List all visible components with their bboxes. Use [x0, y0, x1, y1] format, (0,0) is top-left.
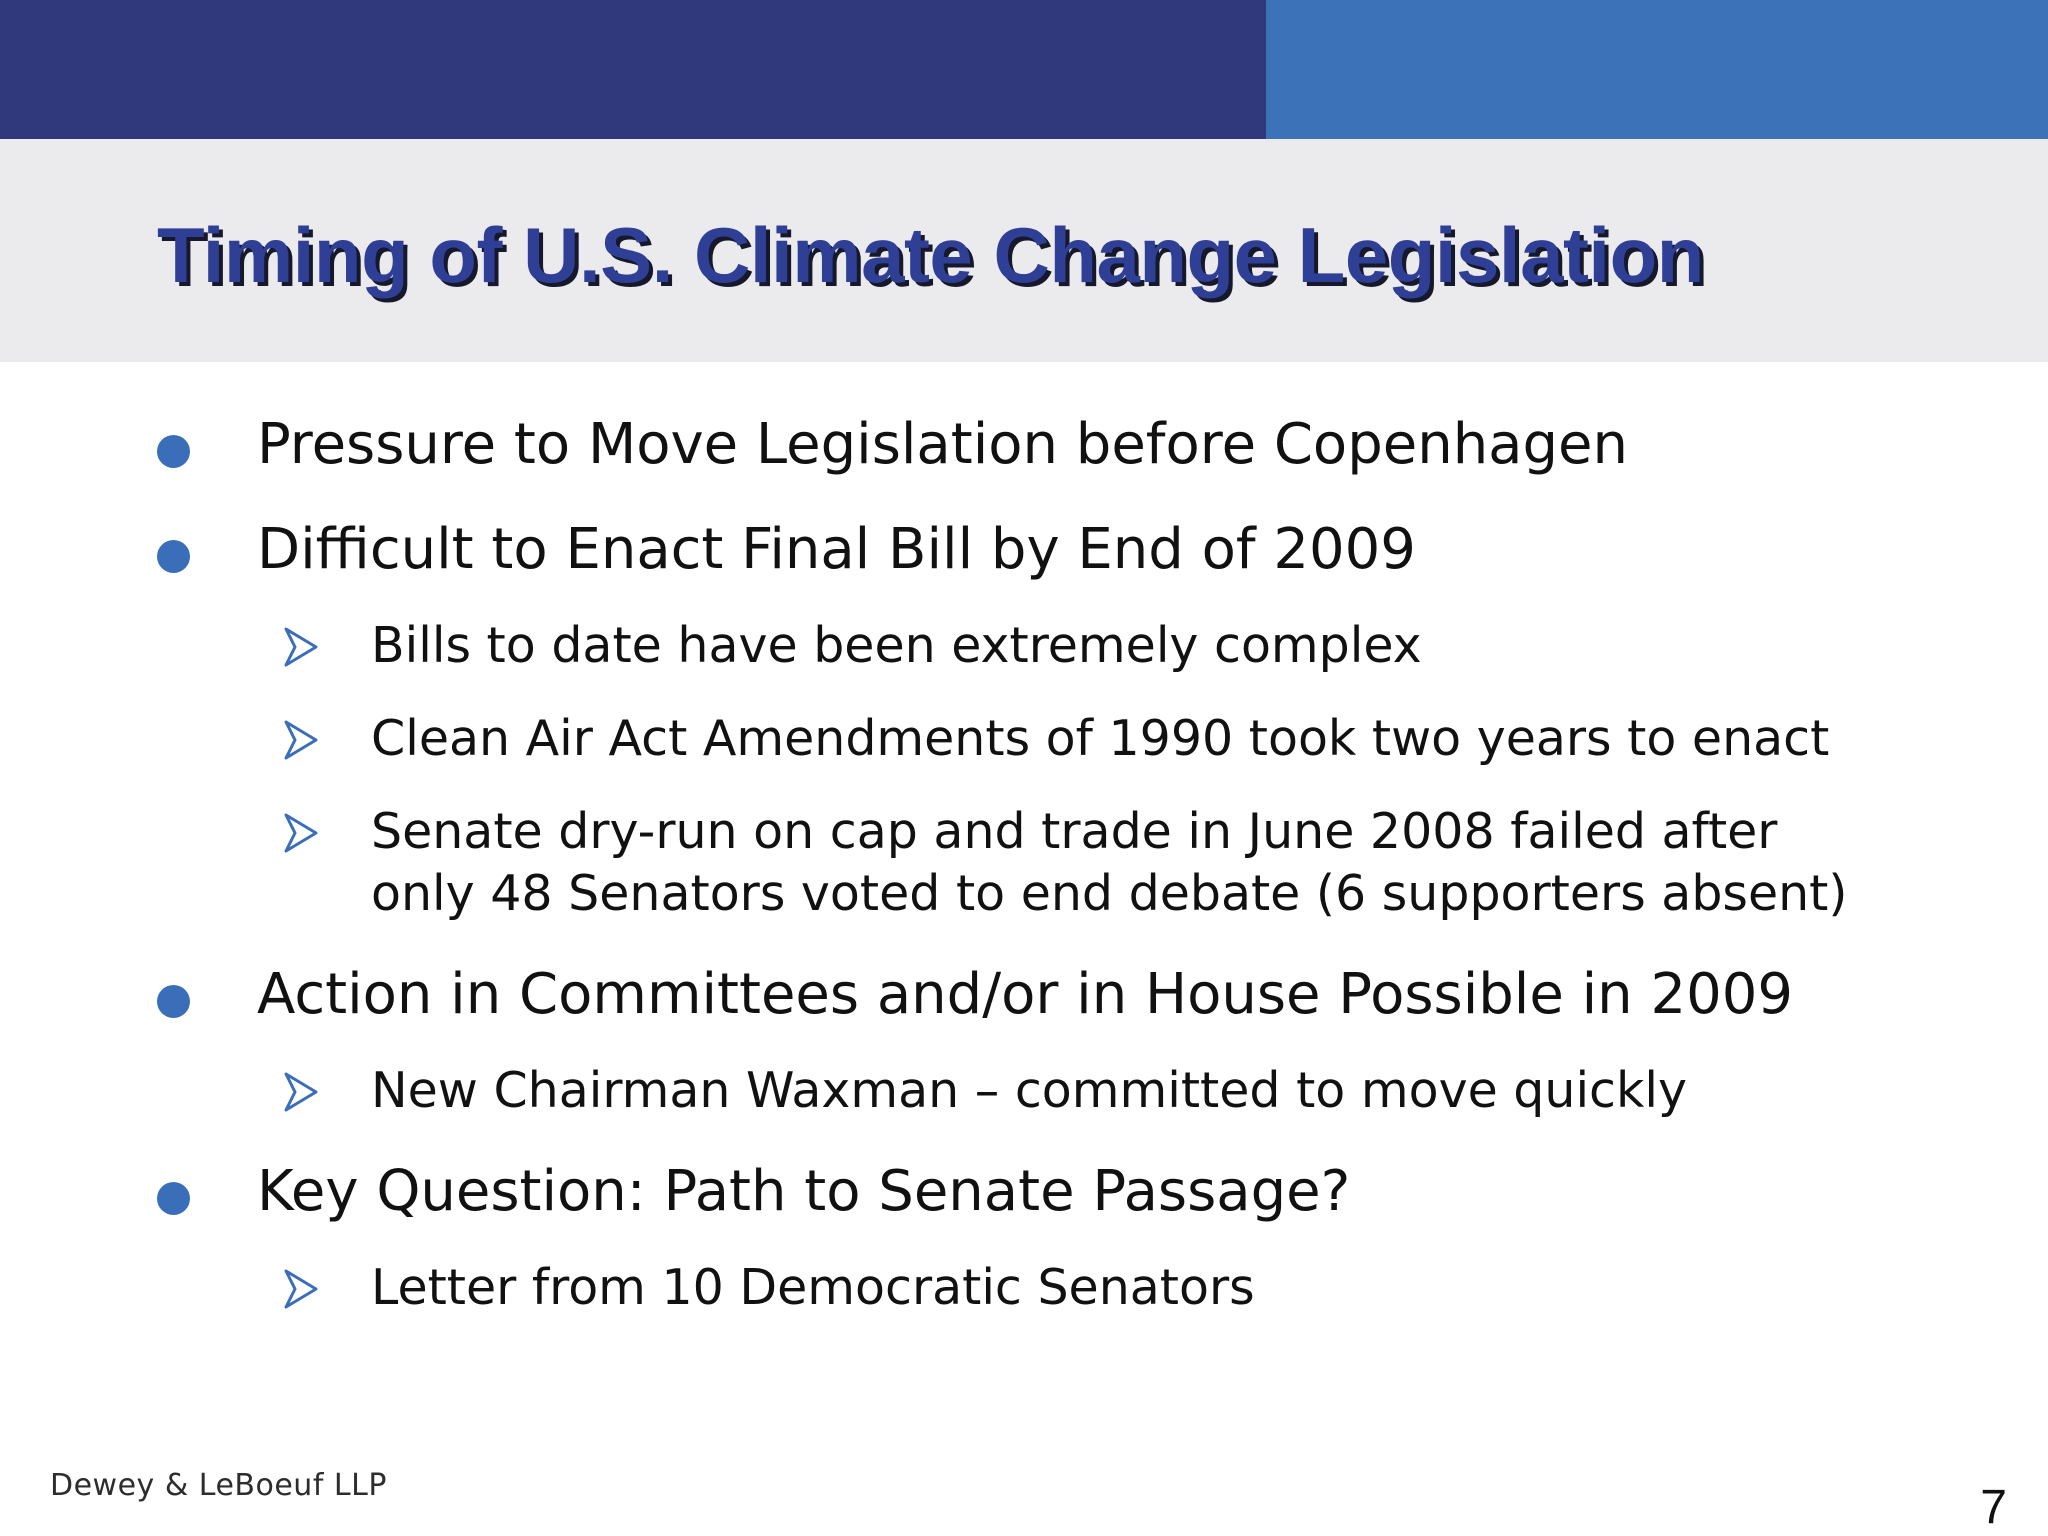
- arrow-bullet-icon: [284, 813, 318, 853]
- bullet-text: Action in Committees and/or in House Possible in 2009: [257, 962, 1793, 1027]
- sub-bullet-text-continued: only 48 Senators voted to end debate (6 supporters absent): [371, 865, 1848, 922]
- arrow-bullet-icon: [284, 720, 318, 760]
- sub-bullet-text: Bills to date have been extremely complex: [371, 617, 1422, 674]
- sub-bullet-text: Letter from 10 Democratic Senators: [371, 1259, 1255, 1316]
- bullet-dot-icon: [157, 435, 190, 468]
- bullet-text: Pressure to Move Legislation before Copenhagen: [257, 412, 1628, 477]
- slide-title: Timing of U.S. Climate Change Legislation: [157, 211, 1704, 299]
- bullet-text: Difficult to Enact Final Bill by End of 2009: [257, 517, 1416, 582]
- arrow-bullet-icon: [284, 1072, 318, 1112]
- top-bar-left: [0, 0, 1266, 139]
- bullet-dot-icon: [157, 985, 190, 1018]
- sub-bullet-text: Senate dry-run on cap and trade in June 2008 failed after: [371, 803, 1778, 860]
- bullet-dot-icon: [157, 540, 190, 573]
- bullet-dot-icon: [157, 1182, 190, 1215]
- arrow-bullet-icon: [284, 627, 318, 667]
- sub-bullet-text: New Chairman Waxman – committed to move quickly: [371, 1062, 1687, 1119]
- footer-logo: Dewey & LeBoeuf LLP: [50, 1468, 387, 1503]
- arrow-bullet-icon: [284, 1269, 318, 1309]
- top-bar-right: [1266, 0, 2048, 139]
- page-number: 7: [1980, 1481, 2007, 1534]
- sub-bullet-text: Clean Air Act Amendments of 1990 took two years to enact: [371, 710, 1830, 767]
- bullet-text: Key Question: Path to Senate Passage?: [257, 1159, 1351, 1224]
